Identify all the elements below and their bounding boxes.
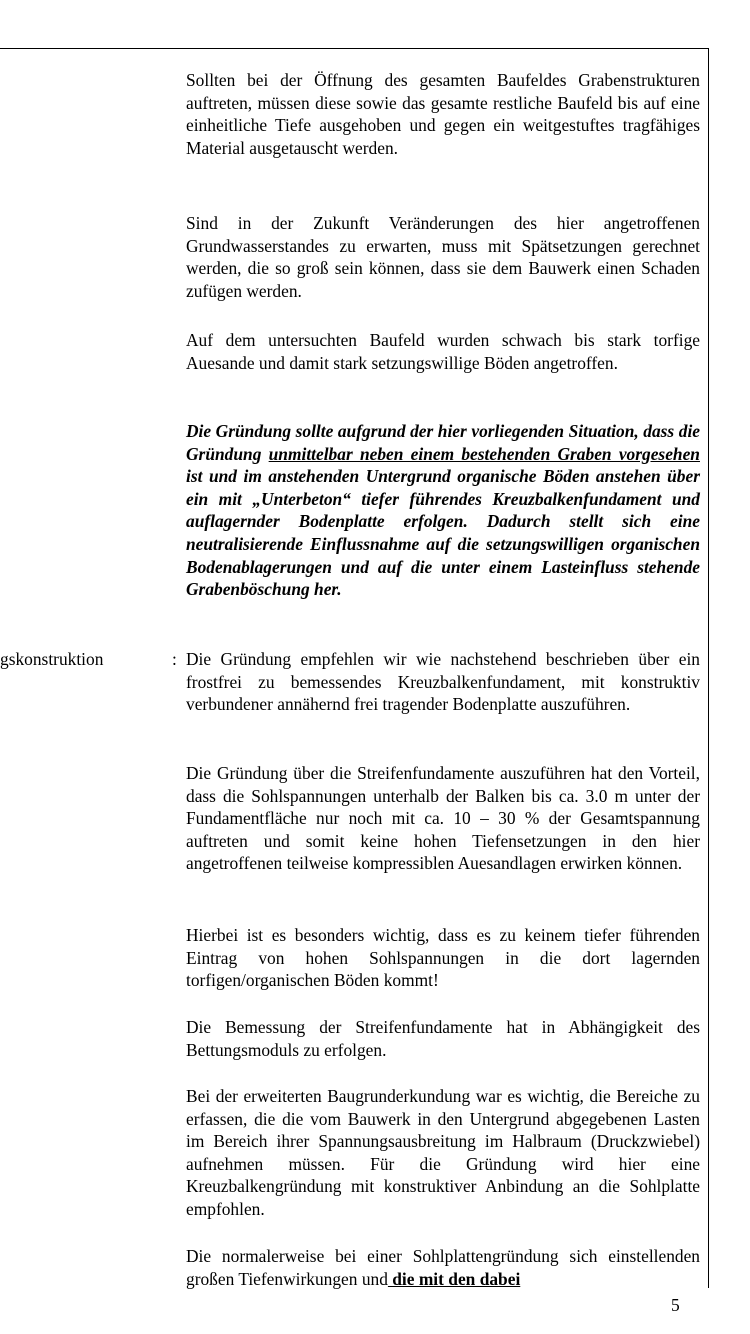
- paragraph-ground-investigation: Bei der erweiterten Baugrunderkundung war es wichtig, die Bereiche zu erfassen, die die vom Bauwerk in den Untergrund abgegebenen Lasten im Bereich ihrer Spannungsausbreitung im Halbraum (Druckzwiebel) aufnehmen müssen. Für die Gründung wird hier eine Kreuzbalkengründung mit konstruktiver Anbindung an die Sohlplatte empfohlen.: [186, 1086, 700, 1219]
- right-margin-rule: [708, 48, 709, 1288]
- section-separator: :: [172, 649, 177, 669]
- header-rule: [0, 48, 709, 49]
- section-label: gskonstruktion: [0, 649, 104, 669]
- paragraph-groundwater-changes: Sind in der Zukunft Veränderungen des hier angetroffenen Grundwasserstandes zu erwarten, muss mit Spätsetzungen gerechnet werden, die so groß sein können, dass sie dem Bauwerk einen Schaden zufügen werden.: [186, 213, 700, 301]
- paragraph-important-note: Hierbei ist es besonders wichtig, dass es zu keinem tiefer führenden Eintrag von hohen Sohlspannungen in die dort lagernden torfigen/organischen Böden kommt!: [186, 925, 700, 991]
- paragraph-peaty-sands: Auf dem untersuchten Baufeld wurden schwach bis stark torfige Auesande und damit stark setzungswillige Böden angetroffen.: [186, 330, 700, 373]
- paragraph-strip-foundations: Die Gründung über die Streifenfundamente auszuführen hat den Vorteil, dass die Sohlspannungen unterhalb der Balken bis ca. 3.0 m unter der Fundamentfläche nur noch mit ca. 10 – 30 % der Gesamtspannung auftreten und somit keine hohen Tiefensetzungen in den hier angetroffenen teilweise kompressiblen Auesandlagen erwirken können.: [186, 763, 700, 874]
- underlined-emphasis-text: unmittelbar neben einem bestehenden Graben vorgesehen: [268, 443, 700, 464]
- paragraph-foundation-advice: Die Gründung empfehlen wir wie nachstehend beschrieben über ein frostfrei zu bemessendes Kreuzbalkenfundament, mit konstruktiv verbundener annähernd frei tragender Bodenplatte auszuführen.: [186, 649, 700, 715]
- page-number: 5: [671, 1295, 680, 1315]
- paragraph-slab-text: Die normalerweise bei einer Sohlplattengründung sich einstellenden großen Tiefenwirkungen und: [186, 1246, 700, 1289]
- paragraph-trench-structures: Sollten bei der Öffnung des gesamten Baufeldes Grabenstrukturen auftreten, müssen diese sowie das gesamte restliche Baufeld bis auf eine einheitliche Tiefe ausgehoben und gegen ein weitgestuftes tragfähiges Material ausgetauscht werden.: [186, 70, 700, 158]
- emphasis-text: Die Gründung sollte aufgrund der hier vorliegenden Situation, dass die Gründung: [186, 421, 700, 464]
- paragraph-foundation-recommendation: [186, 420, 700, 601]
- emphasis-text-continued: ist und im anstehenden Untergrund organische Böden anstehen über ein mit „Unterbeton“ tiefer führendes Kreuzbalkenfundament und auflagernder Bodenplatte erfolgen. Dadurch stellt sich eine neutralisierende Einflussnahme auf die setzungswilligen organischen Bodenablagerungen und auf die unter einem Lasteinfluss stehende Grabenböschung her.: [186, 466, 700, 600]
- paragraph-bedding-modulus: Die Bemessung der Streifenfundamente hat in Abhängigkeit des Bettungsmoduls zu erfolgen.: [186, 1017, 700, 1060]
- paragraph-slab-foundation: [186, 1245, 700, 1290]
- underlined-bold-text: die mit den dabei: [387, 1268, 521, 1289]
